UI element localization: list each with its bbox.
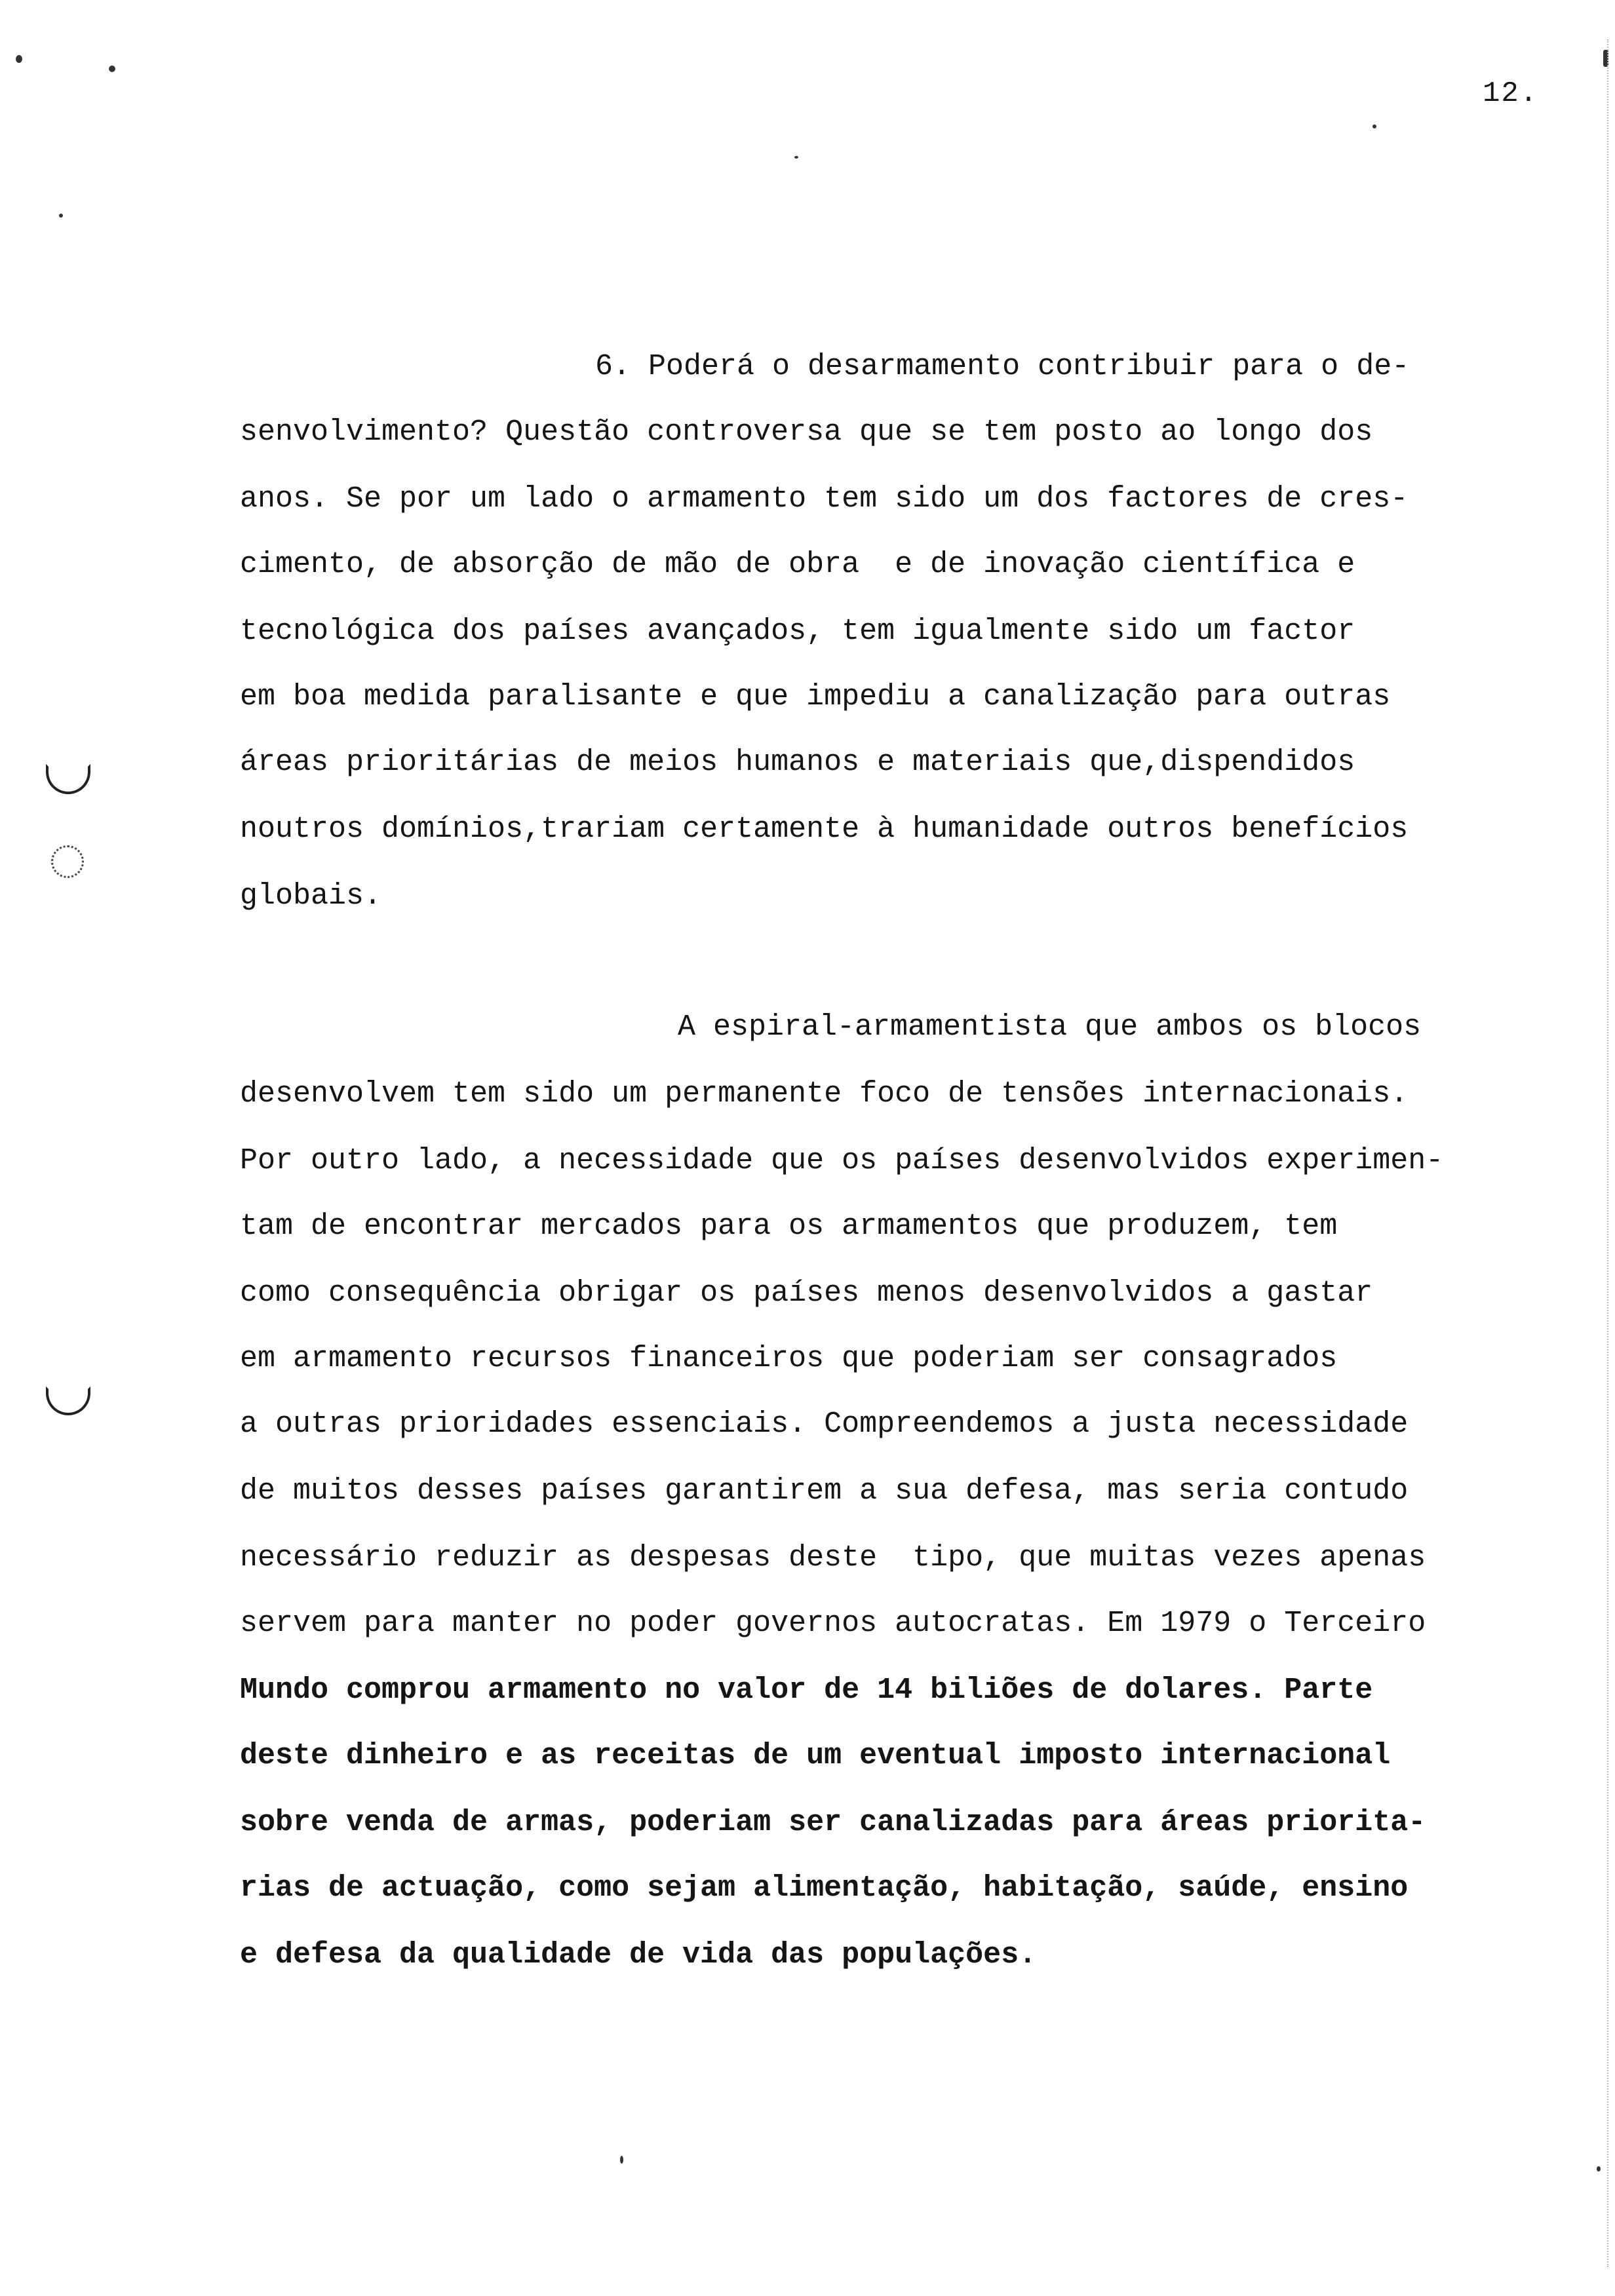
text-line: senvolvimento? Questão controversa que se tem posto ao longo dos: [240, 415, 1373, 449]
page-edge: [1607, 39, 1610, 2267]
text-line: áreas prioritárias de meios humanos e materiais que,dispendidos: [240, 746, 1355, 779]
text-line: deste dinheiro e as receitas de um eventual imposto internacional: [240, 1739, 1391, 1772]
text-line: Por outro lado, a necessidade que os países desenvolvidos experimen-: [240, 1144, 1444, 1177]
scan-speck: [109, 66, 115, 72]
scan-speck: [59, 214, 63, 218]
text-line: tecnológica dos países avançados, tem igualmente sido um factor: [240, 615, 1355, 648]
scan-speck: [1597, 2166, 1601, 2172]
text-line: globais.: [240, 879, 382, 913]
text-line: e defesa da qualidade de vida das populações.: [240, 1938, 1037, 1972]
binding-hole-arc: [46, 764, 90, 794]
text-line: rias de actuação, como sejam alimentação, habitação, saúde, ensino: [240, 1871, 1409, 1905]
text-line: anos. Se por um lado o armamento tem sido um dos factores de cres-: [240, 482, 1409, 516]
text-line: a outras prioridades essenciais. Compreendemos a justa necessidade: [240, 1407, 1409, 1441]
text-line: noutros domínios,trariam certamente à humanidade outros benefícios: [240, 813, 1409, 846]
scan-speck: [620, 2156, 623, 2164]
text-line: A espiral-armamentista que ambos os blocos: [678, 1010, 1422, 1044]
text-line: em armamento recursos financeiros que poderiam ser consagrados: [240, 1342, 1338, 1375]
text-line: sobre venda de armas, poderiam ser canalizadas para áreas priorita-: [240, 1806, 1426, 1839]
scan-speck: [1372, 124, 1376, 128]
binding-hole-arc: [46, 1387, 90, 1415]
text-line: servem para manter no poder governos autocratas. Em 1979 o Terceiro: [240, 1607, 1426, 1640]
text-line: em boa medida paralisante e que impediu a canalização para outras: [240, 680, 1391, 714]
text-line: como consequência obrigar os países menos desenvolvidos a gastar: [240, 1276, 1373, 1310]
text-line: Mundo comprou armamento no valor de 14 biliões de dolares. Parte: [240, 1674, 1373, 1707]
text-line: cimento, de absorção de mão de obra e de inovação científica e: [240, 548, 1355, 581]
text-line: de muitos desses países garantirem a sua defesa, mas seria contudo: [240, 1474, 1409, 1508]
scan-speck: [794, 156, 798, 159]
text-line: 6. Poderá o desarmamento contribuir para o de-: [595, 350, 1410, 383]
page-number: 12.: [1483, 77, 1539, 110]
binding-hole-ring: [51, 845, 84, 878]
text-line: necessário reduzir as despesas deste tipo, que muitas vezes apenas: [240, 1541, 1426, 1575]
text-line: desenvolvem tem sido um permanente foco de tensões internacionais.: [240, 1077, 1409, 1111]
scan-speck: [16, 55, 22, 63]
text-line: tam de encontrar mercados para os armamentos que produzem, tem: [240, 1210, 1338, 1243]
